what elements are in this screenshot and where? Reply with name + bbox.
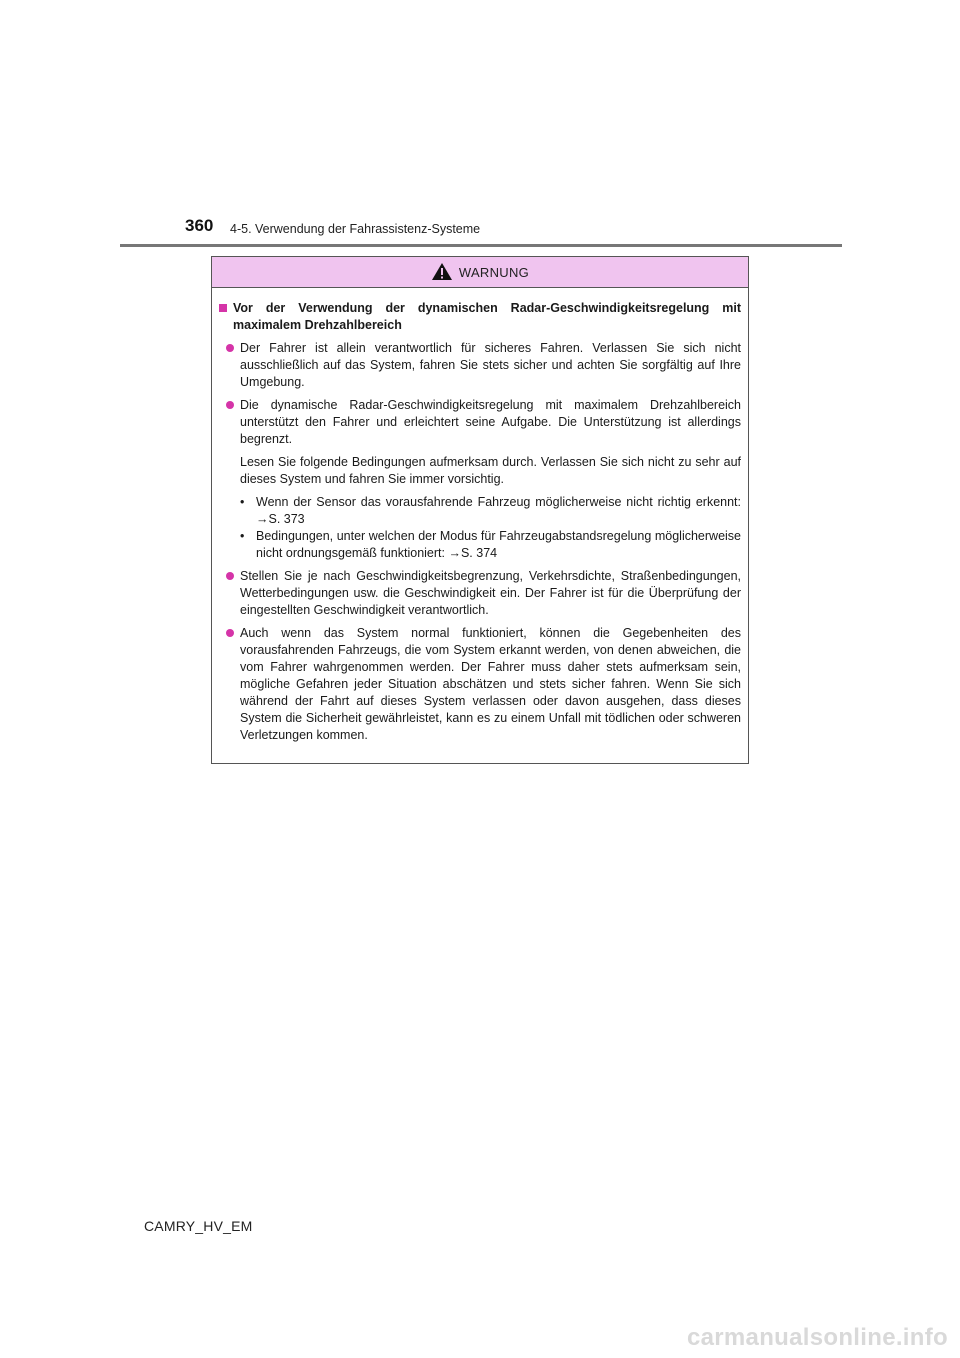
- bullet-item: [219, 625, 741, 744]
- sub-list-item: [240, 494, 741, 528]
- sub-list-marker: •: [240, 495, 245, 509]
- warning-header: [212, 257, 748, 288]
- bullet-item: [219, 340, 741, 391]
- bullet-item: [219, 568, 741, 619]
- circle-bullet-icon: [226, 572, 234, 580]
- section-heading: [219, 300, 741, 334]
- section-heading-text: Vor der Verwendung der dynamischen Radar-Geschwindigkeitsregelung mit maximalem Drehzahlbereich: [233, 301, 741, 332]
- page-number: 360: [185, 216, 214, 235]
- sub-list-item: [240, 528, 741, 562]
- circle-bullet-icon: [226, 401, 234, 409]
- circle-bullet-icon: [226, 629, 234, 637]
- bullet-item: [219, 397, 741, 448]
- warning-title: WARNUNG: [458, 264, 530, 280]
- bullet-text: Die dynamische Radar-Geschwindigkeitsregelung mit maximalem Drehzahlbereich unterstützt den Fahrer und erleichtert seine Aufgabe. Die Unterstützung ist allerdings begrenzt.: [240, 398, 741, 446]
- chapter-title: 4-5. Verwendung der Fahrassistenz-Systeme: [230, 222, 481, 236]
- circle-bullet-icon: [226, 344, 234, 352]
- header-divider: [120, 244, 842, 247]
- sub-list: [219, 494, 741, 562]
- square-bullet-icon: [219, 304, 227, 312]
- model-code: CAMRY_HV_EM: [144, 1218, 253, 1234]
- warning-body: [212, 288, 748, 744]
- conditions-paragraph: Lesen Sie folgende Bedingungen aufmerksam durch. Verlassen Sie sich nicht zu sehr auf dieses System und fahren Sie immer vorsichtig.: [240, 455, 741, 486]
- bullet-text: Auch wenn das System normal funktioniert, können die Gegebenheiten des vorausfahrenden Fahrzeugs, die vom System erkannt werden, von denen abweichen, die vom Fahrer wahrgenommen werden. Der Fahrer muss daher stets aufmerksam sein, mögliche Gefahren jeder Situation abschätzen und stets sicher fahren. Wenn Sie sich während der Fahrt auf dieses System verlassen oder davon ausgehen, dass dieses System die Sicherheit gewährleistet, kann es zu einem Unfall mit tödlichen oder schweren Verletzungen kommen.: [240, 626, 741, 742]
- watermark: carmanualsonline.info: [686, 1324, 948, 1351]
- sub-list-text[interactable]: Bedingungen, unter welchen der Modus für Fahrzeugabstandsregelung möglicherweise nicht ordnungsgemäß funktioniert: →S. 374: [256, 529, 741, 560]
- sub-list-text[interactable]: Wenn der Sensor das vorausfahrende Fahrzeug möglicherweise nicht richtig erkennt: →S. 373: [256, 495, 741, 526]
- warning-triangle-icon: [431, 262, 453, 281]
- sub-list-marker: •: [240, 529, 245, 543]
- warning-box: [211, 256, 749, 764]
- bullet-text: Stellen Sie je nach Geschwindigkeitsbegrenzung, Verkehrsdichte, Straßenbedingungen, Wetterbedingungen usw. die Geschwindigkeit ein. Der Fahrer ist für die Überprüfung der eingestellten Geschwindigkeit verantwortlich.: [240, 569, 741, 617]
- bullet-text: Der Fahrer ist allein verantwortlich für sicheres Fahren. Verlassen Sie sich nicht ausschließlich auf das System, fahren Sie stets sicher und achten Sie sorgfältig auf Ihre Umgebung.: [240, 341, 741, 389]
